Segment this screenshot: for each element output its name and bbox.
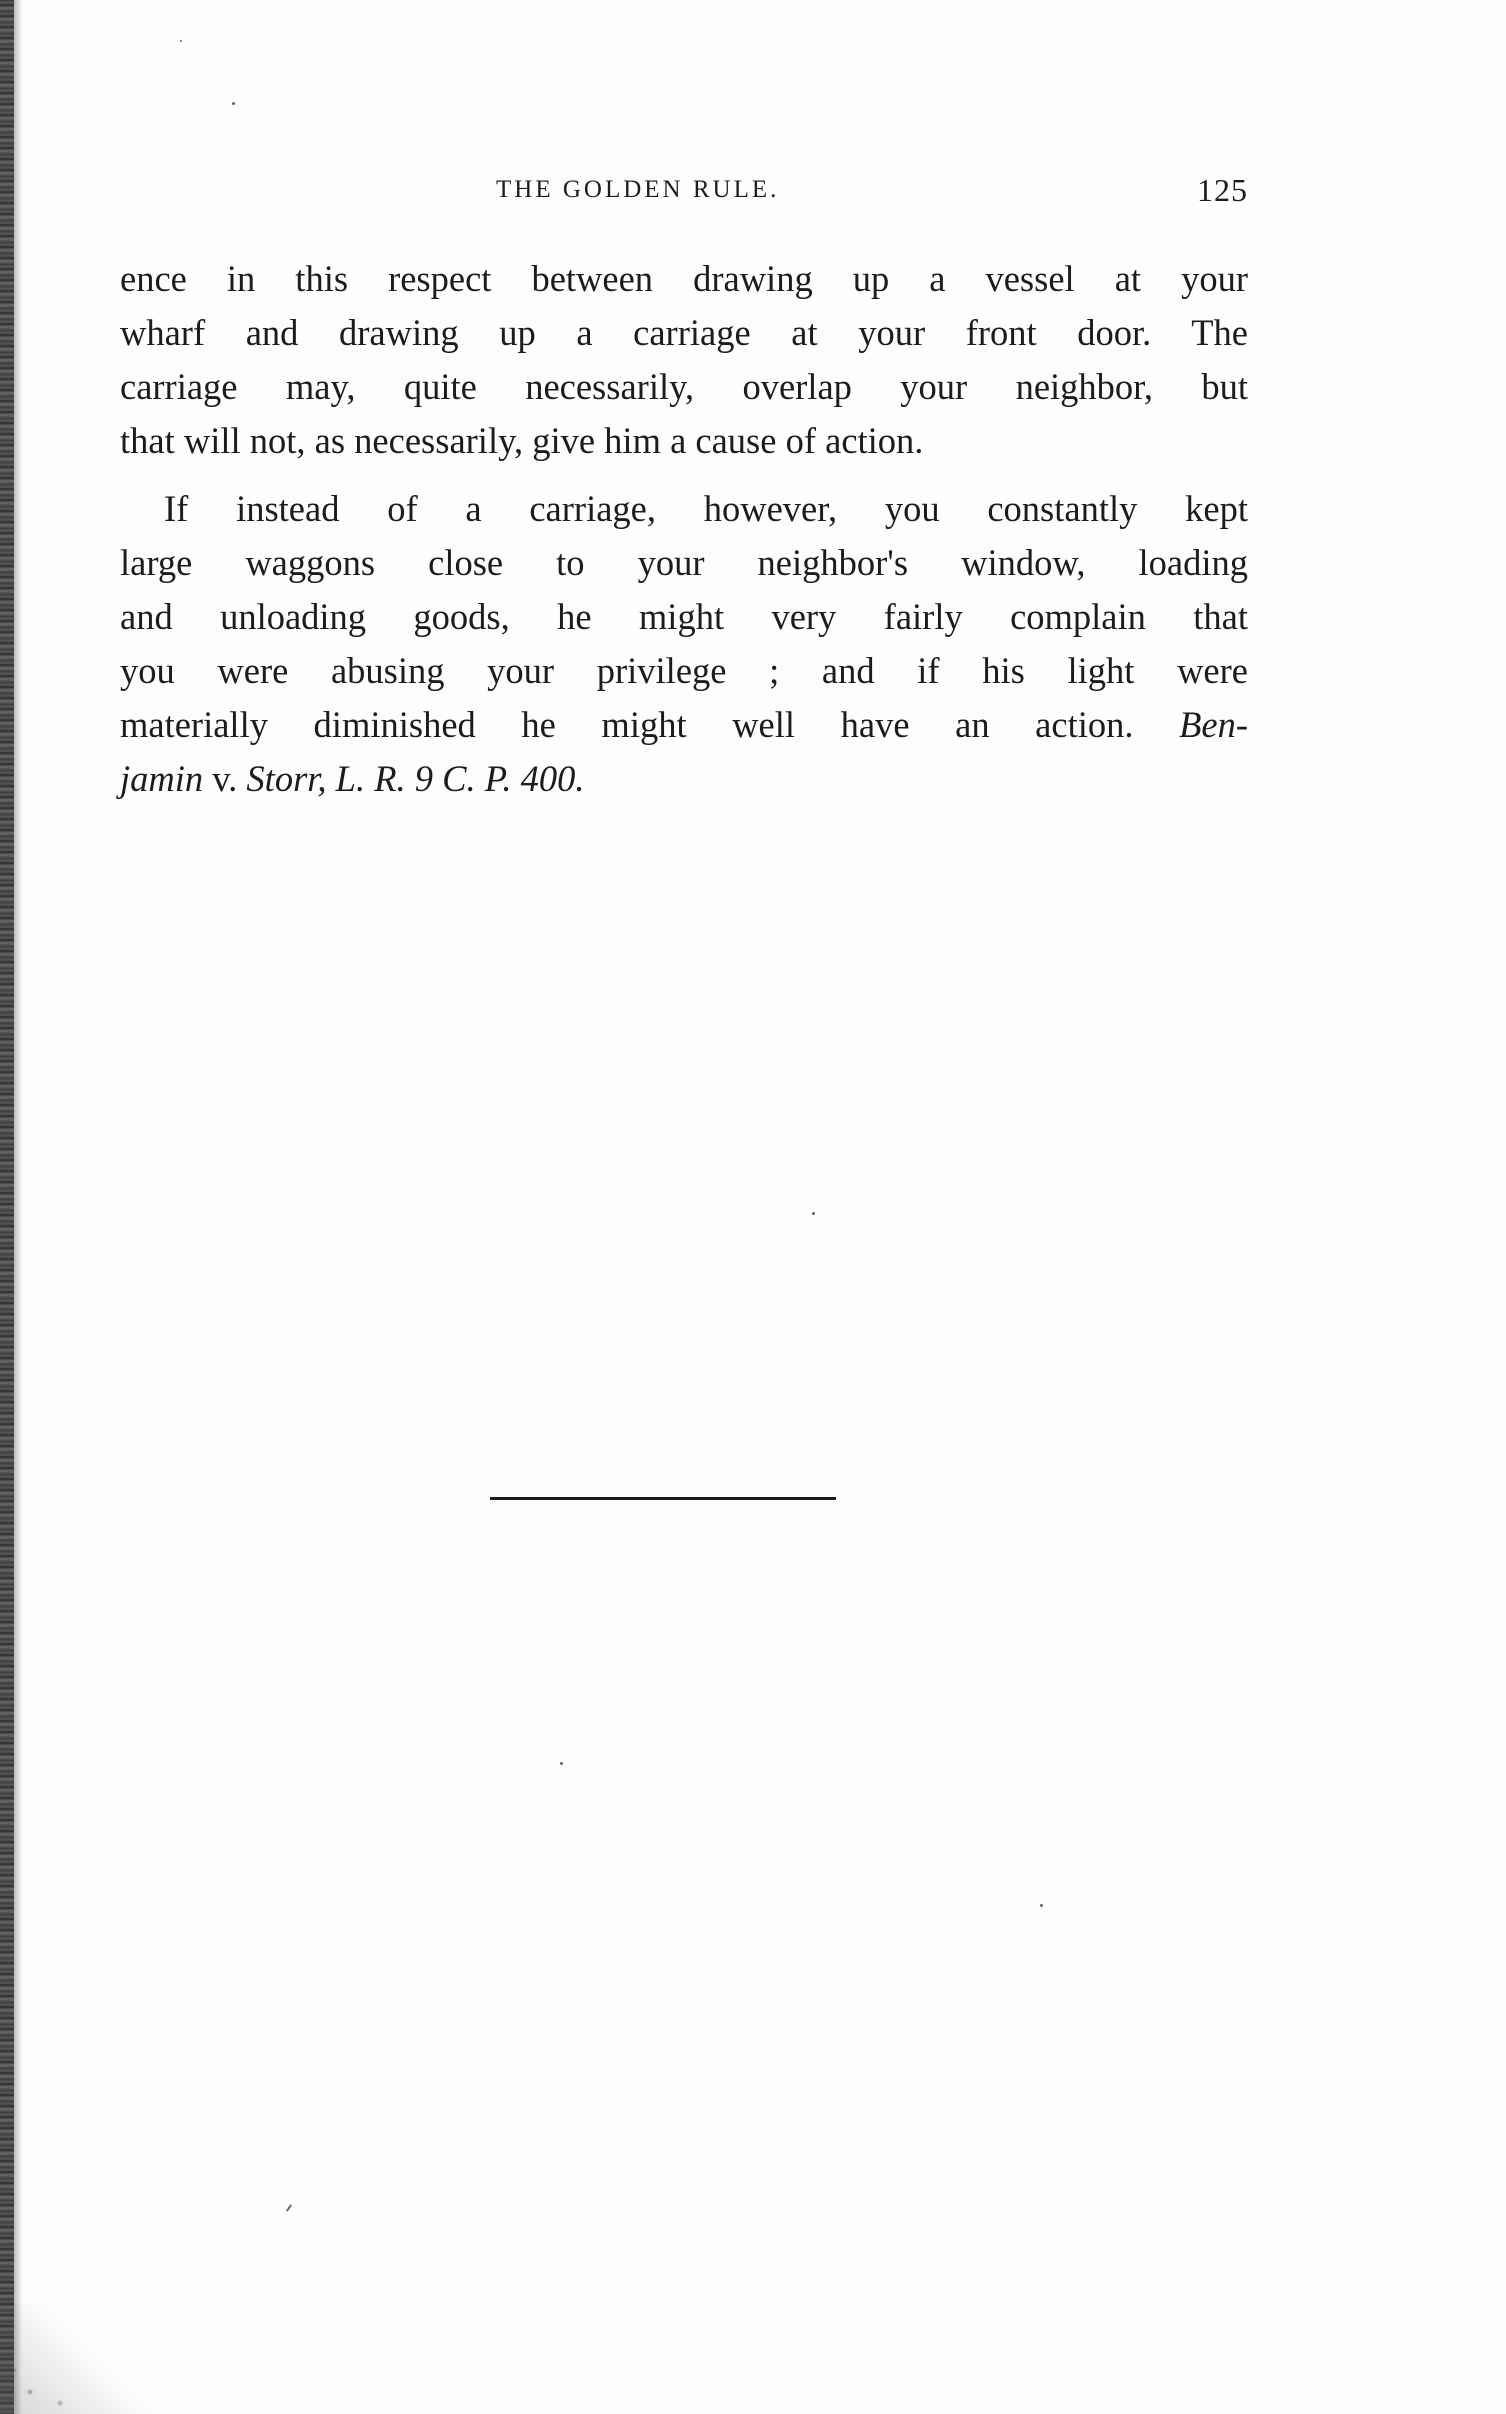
text-line: If instead of a carriage, however, you constantly kept [164, 488, 1248, 529]
text-line: large waggons close to your neighbor's window, loading [120, 542, 1248, 583]
body-text [120, 252, 1248, 806]
text-line: wharf and drawing up a carriage at your front door. The [120, 312, 1248, 353]
paragraph-2 [120, 482, 1248, 806]
citation-case-name-start: Ben- [1179, 704, 1249, 745]
citation-versus: v. [212, 758, 238, 799]
text-line: carriage may, quite necessarily, overlap your neighbor, but [120, 366, 1248, 407]
scan-speck [812, 1212, 815, 1215]
running-head: THE GOLDEN RULE. [496, 176, 780, 203]
citation-case-name-end: jamin [120, 758, 204, 799]
text-line: that will not, as necessarily, give him a cause of action. [120, 420, 924, 461]
text-line: you were abusing your privilege ; and if his light were [120, 650, 1248, 691]
binding-edge [0, 0, 14, 2414]
section-divider-rule [490, 1497, 836, 1500]
text-line: ence in this respect between drawing up a vessel at your [120, 258, 1248, 299]
scan-speck [286, 2204, 292, 2212]
binding-shadow [14, 0, 22, 2414]
citation-line [120, 752, 1248, 806]
scan-speck [560, 1762, 563, 1765]
scan-speck [232, 102, 235, 105]
text-line: and unloading goods, he might very fairly complain that [120, 596, 1248, 637]
text-line: materially diminished he might well have an action. [120, 704, 1134, 745]
text-line-with-citation [120, 698, 1248, 752]
page-header [120, 172, 1248, 216]
citation-reference: Storr, L. R. 9 C. P. 400. [246, 758, 585, 799]
scan-speck [180, 40, 182, 42]
scan-corner-noise [0, 2304, 150, 2414]
page-number: 125 [1197, 172, 1248, 208]
paragraph-1 [120, 252, 1248, 468]
scan-speck [1040, 1904, 1043, 1907]
